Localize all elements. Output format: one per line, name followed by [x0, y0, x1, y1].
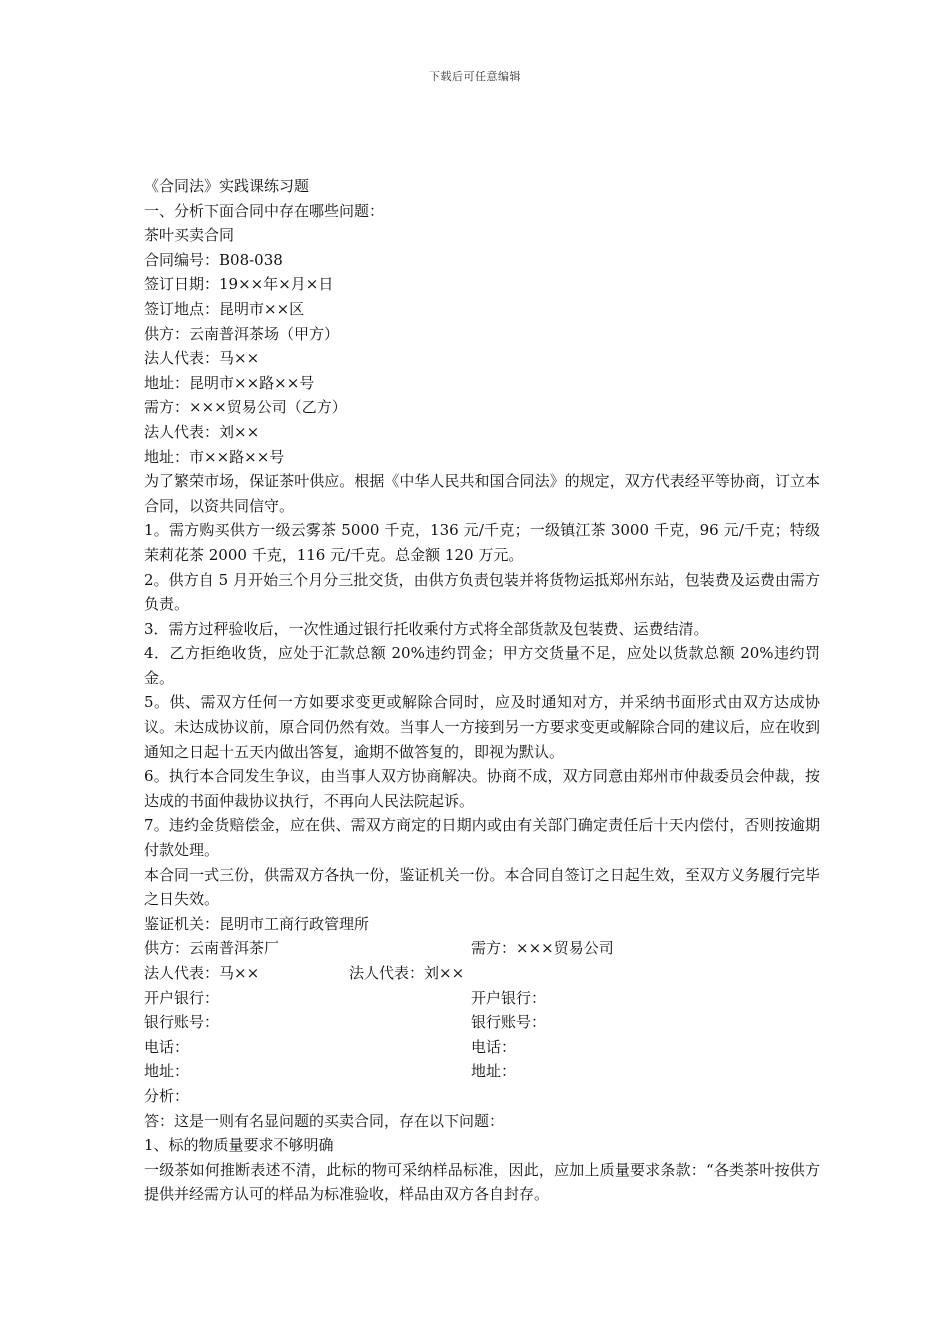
- clause-2: 2。供方自 5 月开始三个月分三批交货，由供方负责包装并将货物运抵郑州东站，包装费及运费由需方负责。: [144, 570, 820, 614]
- document-body: [144, 174, 820, 1207]
- sign-date: 签订日期：19××年×月×日: [144, 275, 334, 294]
- signature-row-account: [144, 1010, 820, 1035]
- signature-supplier: 供方：云南普洱茶厂: [144, 939, 280, 958]
- copies-clause: 本合同一式三份，供需双方各执一份，鉴证机关一份。本合同自签订之日起生效，至双方义务履行完毕之日失效。: [144, 865, 820, 909]
- signature-buyer-account: 银行账号：: [471, 1013, 547, 1032]
- contract-title: 茶叶买卖合同: [144, 226, 235, 245]
- signature-row-phone: [144, 1035, 820, 1060]
- exercise-title: 《合同法》实践课练习题: [144, 177, 310, 195]
- signature-supplier-phone: 电话：: [144, 1037, 190, 1056]
- signature-buyer-bank: 开户银行：: [471, 988, 547, 1007]
- signature-buyer-address: 地址：: [471, 1062, 517, 1081]
- signature-buyer-representative: 法人代表：刘××: [349, 964, 465, 982]
- authentication-agency: 鉴证机关：昆明市工商行政管理所: [144, 914, 370, 933]
- clause-3: 3．需方过秤验收后，一次性通过银行托收乘付方式将全部货款及包装费、运费结清。: [144, 619, 709, 638]
- problem-1-heading: 1、标的物质量要求不够明确: [144, 1136, 334, 1155]
- clause-1: 1。需方购买供方一级云雾茶 5000 千克，136 元/千克；一级镇江茶 3000 千克，96 元/千克；特级茉莉花茶 2000 千克，116 元/千克。总金额 120 万元。: [144, 521, 820, 564]
- signature-buyer: 需方：×××贸易公司: [471, 939, 614, 958]
- signature-row-address: [144, 1059, 820, 1084]
- question-heading: 一、分析下面合同中存在哪些问题：: [144, 201, 385, 220]
- contract-number: 合同编号：B08-038: [144, 250, 283, 269]
- clause-7: 7。违约金货赔偿金，应在供、需双方商定的日期内或由有关部门确定责任后十天内偿付，否则按逾期付款处理。: [144, 816, 820, 860]
- clause-4: 4．乙方拒绝收货，应处于汇款总额 20%违约罚金；甲方交货量不足，应处以货款总额 20%违约罚金。: [144, 644, 820, 687]
- signature-row-representatives: [144, 961, 820, 986]
- problem-1-detail: 一级茶如何推断表述不清，此标的物可采纳样品标准，因此，应加上质量要求条款：“各类茶叶按供方提供并经需方认可的样品为标准验收，样品由双方各自封存。: [144, 1160, 820, 1204]
- signature-supplier-address: 地址：: [144, 1062, 190, 1081]
- analysis-label: 分析：: [144, 1086, 190, 1105]
- clause-5: 5。供、需双方任何一方如要求变更或解除合同时，应及时通知对方，并采纳书面形式由双方达成协议。未达成协议前，原合同仍然有效。当事人一方接到另一方要求变更或解除合同的建议后，应在收到通知之日起十五天内做出答复，逾期不做答复的，即视为默认。: [144, 693, 820, 761]
- buyer: 需方：×××贸易公司（乙方）: [144, 398, 347, 417]
- supplier-representative: 法人代表：马××: [144, 349, 260, 368]
- signature-supplier-bank: 开户银行：: [144, 988, 220, 1007]
- signature-buyer-phone: 电话：: [471, 1037, 517, 1056]
- signature-supplier-account: 银行账号：: [144, 1013, 220, 1032]
- signature-row-bank: [144, 986, 820, 1011]
- signature-row-parties: [144, 936, 820, 961]
- supplier: 供方：云南普洱茶场（甲方）: [144, 324, 340, 343]
- answer-intro: 答：这是一则有名显问题的买卖合同，存在以下问题：: [144, 1111, 505, 1130]
- preamble-paragraph: 为了繁荣市场，保证茶叶供应。根据《中华人民共和国合同法》的规定，双方代表经平等协商，订立本合同，以资共同信守。: [144, 472, 820, 515]
- sign-place: 签订地点：昆明市××区: [144, 299, 305, 318]
- buyer-address: 地址：市××路××号: [144, 447, 285, 466]
- buyer-representative: 法人代表：刘××: [144, 422, 260, 441]
- supplier-address: 地址：昆明市××路××号: [144, 373, 315, 392]
- signature-supplier-representative: 法人代表：马××: [144, 964, 260, 982]
- clause-6: 6。执行本合同发生争议，由当事人双方协商解决。协商不成，双方同意由郑州市仲裁委员会仲裁，按达成的书面仲裁协议执行，不再向人民法院起诉。: [144, 767, 820, 810]
- page-header: 下载后可任意编辑: [429, 70, 521, 83]
